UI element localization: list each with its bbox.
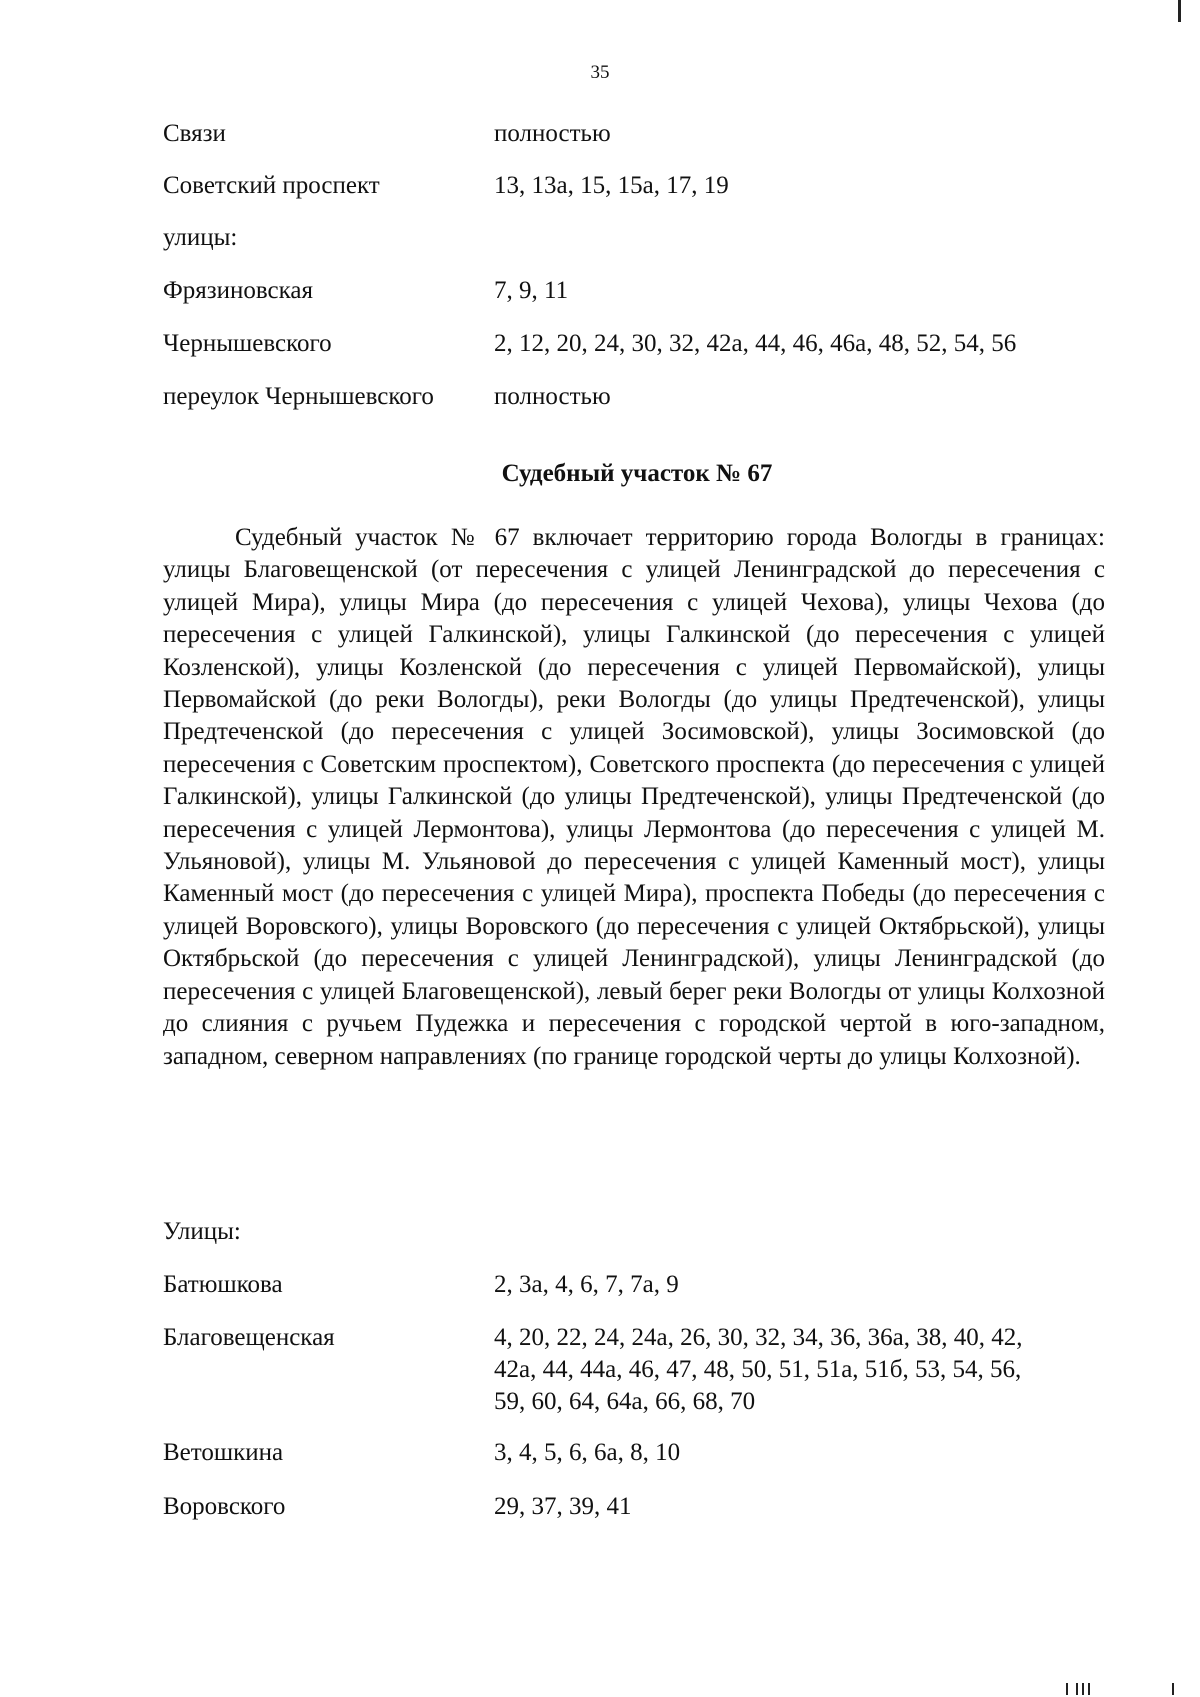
scan-edge-mark — [1082, 1683, 1084, 1695]
street-name: Благовещенская — [163, 1324, 335, 1351]
street-name: переулок Чернышевского — [163, 383, 434, 410]
house-numbers: полностью — [494, 383, 611, 410]
street-name: Чернышевского — [163, 330, 332, 357]
scan-edge-mark — [1172, 1683, 1174, 1695]
street-name: Советский проспект — [163, 172, 380, 199]
district-description: Судебный участок № 67 включает территорию города Вологды в границах: улицы Благовещенской (от пересечения с улицей Ленинградской до пересечения с улицей Мира), улицы Мира (до пересечения с улицей Чехова), улицы Чехова (до пересечения с улицей Галкинской), улицы Галкинской (до пересечения с улицей Козленской), улицы Козленской (до пересечения с улицей Первомайской), улицы Первомайской (до реки Вологды), реки Вологды (до улицы Предтеченской), улицы Предтеченской (до пересечения с улицей Зосимовской), улицы Зосимовской (до пересечения с Советским проспектом), Советского проспекта (до пересечения с улицей Галкинской), улицы Галкинской (до улицы Предтеченской), улицы Предтеченской (до пересечения с улицей Лермонтова), улицы Лермонтова (до пересечения с улицей М. Ульяновой), улицы М. Ульяновой до пересечения с улицей Каменный мост), улицы Каменный мост (до пересечения с улицей Мира), проспекта Победы (до пересечения с улицей Воровского), улицы Воровского (до пересечения с улицей Октябрьской), улицы Октябрьской (до пересечения с улицей Ленинградской), улицы Ленинградской (до пересечения с улицей Благовещенской), левый берег реки Вологды от улицы Колхозной до слияния с ручьем Пудежка и пересечения с городской чертой в юго-западном, западном, северном направлениях (по границе городской черты до улицы Колхозной). — [163, 524, 1105, 1070]
street-name: Воровского — [163, 1493, 286, 1520]
street-name: Связи — [163, 120, 226, 147]
section-heading: Судебный участок № 67 — [501, 460, 773, 487]
house-numbers: 2, 3а, 4, 6, 7, 7а, 9 — [494, 1271, 679, 1298]
scan-edge-mark — [1076, 1683, 1078, 1695]
house-numbers: 7, 9, 11 — [494, 277, 569, 304]
house-numbers: 29, 37, 39, 41 — [494, 1493, 632, 1520]
house-numbers: полностью — [494, 120, 611, 147]
house-numbers: 3, 4, 5, 6, 6а, 8, 10 — [494, 1439, 681, 1466]
street-name: Батюшкова — [163, 1271, 283, 1298]
scan-edge-mark — [1066, 1683, 1068, 1695]
house-numbers: 4, 20, 22, 24, 24а, 26, 30, 32, 34, 36, 36а, 38, 40, 42, 42а, 44, 44а, 46, 47, 48, 50, 51, 51а, 51б, 53, 54, 56, 59, 60, 64, 64а, 66, 68, 70 — [494, 1324, 1023, 1415]
street-group-label: улицы: — [163, 224, 238, 251]
street-name: Фрязиновская — [163, 277, 313, 304]
scan-edge-mark — [1088, 1683, 1090, 1695]
scan-edge-mark — [1178, 0, 1181, 22]
house-numbers: 13, 13а, 15, 15а, 17, 19 — [494, 172, 729, 199]
page-number: 35 — [590, 62, 610, 83]
house-numbers: 2, 12, 20, 24, 30, 32, 42а, 44, 46, 46а, 48, 52, 54, 56 — [494, 330, 1017, 357]
street-name: Ветошкина — [163, 1439, 284, 1466]
streets-label: Улицы: — [163, 1218, 241, 1245]
